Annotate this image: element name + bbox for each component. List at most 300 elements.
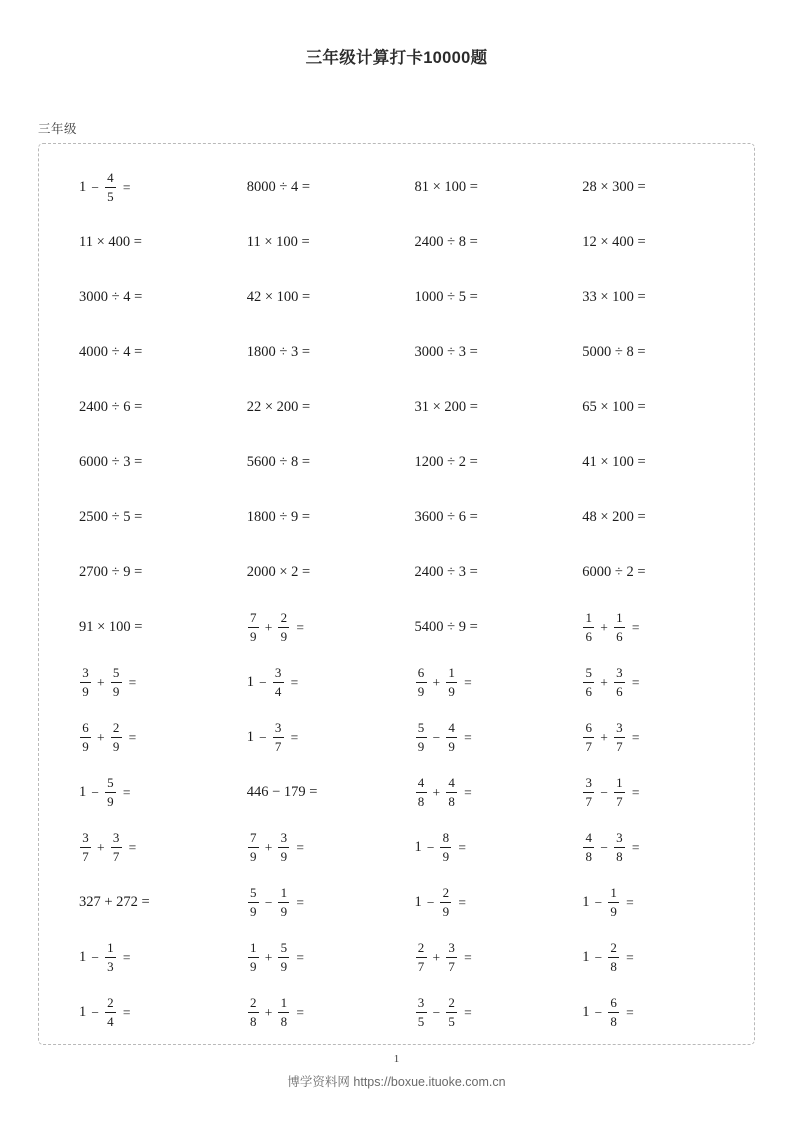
expression-text: 2000 × 2 =	[246, 564, 311, 581]
problem-cell[interactable]	[564, 160, 732, 215]
problem-row	[61, 875, 732, 930]
fraction	[105, 171, 116, 203]
fraction	[80, 721, 91, 753]
equals-sign: =	[464, 674, 472, 690]
fraction	[278, 611, 289, 643]
expression-text: 28 × 300 =	[582, 179, 646, 196]
operator-symbol: −	[259, 674, 267, 690]
fraction-denominator: 6	[585, 628, 592, 644]
problem-cell[interactable]	[61, 930, 229, 985]
problem-cell[interactable]	[397, 545, 565, 600]
fraction-denominator: 9	[442, 848, 450, 864]
problem-expression	[247, 235, 310, 250]
operand-integer: 1	[582, 949, 590, 966]
fraction-bar	[583, 737, 594, 738]
problem-expression	[582, 721, 639, 753]
fraction-denominator: 8	[250, 1013, 257, 1029]
problem-cell[interactable]	[61, 875, 229, 930]
problem-cell[interactable]	[564, 545, 732, 600]
problem-cell[interactable]	[397, 435, 565, 490]
problem-cell[interactable]	[397, 600, 565, 655]
fraction-bar	[80, 847, 91, 848]
fraction-bar	[278, 627, 289, 628]
problem-cell[interactable]	[564, 710, 732, 765]
expression-text: 1000 ÷ 5 =	[414, 289, 478, 306]
expression-text: 5000 ÷ 8 =	[582, 344, 646, 361]
fraction-denominator: 7	[82, 848, 89, 864]
fraction-bar	[608, 902, 619, 903]
fraction	[440, 886, 451, 918]
problem-expression	[415, 721, 472, 753]
fraction-numerator: 5	[280, 940, 288, 956]
problem-expression	[79, 400, 142, 415]
fraction	[583, 776, 594, 808]
problem-cell[interactable]	[564, 215, 732, 270]
fraction-denominator: 9	[448, 683, 455, 699]
fraction-numerator: 1	[616, 610, 623, 626]
fraction-bar	[105, 187, 116, 188]
problem-expression	[415, 996, 472, 1028]
equals-sign: =	[296, 894, 304, 910]
fraction	[248, 941, 259, 973]
operand-integer: 1	[414, 894, 422, 911]
problem-cell[interactable]	[61, 160, 229, 215]
problem-row	[61, 325, 732, 380]
fraction-numerator: 5	[417, 720, 425, 736]
fraction-numerator: 6	[585, 720, 592, 736]
operator-symbol: +	[97, 839, 105, 855]
fraction-bar	[446, 792, 457, 793]
fraction-bar	[416, 1012, 427, 1013]
expression-text: 81 × 100 =	[414, 179, 478, 196]
problem-row	[61, 380, 732, 435]
fraction-bar	[111, 847, 122, 848]
fraction	[278, 831, 289, 863]
fraction-numerator: 3	[616, 665, 623, 681]
expression-text: 2400 ÷ 6 =	[79, 399, 143, 416]
fraction-bar	[416, 737, 427, 738]
fraction-bar	[446, 957, 457, 958]
problem-expression	[582, 886, 634, 918]
fraction-numerator: 1	[107, 940, 114, 956]
fraction-denominator: 9	[107, 793, 114, 809]
problem-cell[interactable]	[397, 325, 565, 380]
operator-symbol: +	[600, 674, 608, 690]
fraction-bar	[278, 847, 289, 848]
problem-cell[interactable]	[61, 490, 229, 545]
problem-cell[interactable]	[397, 985, 565, 1040]
problem-cell[interactable]	[397, 490, 565, 545]
equals-sign: =	[128, 674, 137, 690]
problem-cell[interactable]	[61, 600, 229, 655]
fraction-denominator: 9	[82, 738, 89, 754]
equals-sign: =	[631, 674, 640, 690]
problem-row	[61, 710, 732, 765]
fraction-denominator: 9	[250, 903, 257, 919]
fraction-denominator: 3	[107, 958, 114, 974]
problem-cell[interactable]	[397, 820, 565, 875]
fraction-numerator: 6	[417, 665, 425, 681]
fraction-denominator: 9	[448, 738, 455, 754]
problem-expression	[247, 996, 304, 1028]
problem-cell[interactable]	[397, 710, 565, 765]
problem-expression	[247, 886, 304, 918]
problem-cell[interactable]	[564, 875, 732, 930]
operand-integer: 1	[79, 949, 87, 966]
fraction-bar	[248, 902, 259, 903]
problem-cell[interactable]	[61, 655, 229, 710]
fraction	[614, 721, 625, 753]
fraction	[614, 831, 625, 863]
equals-sign: =	[458, 839, 466, 855]
fraction-numerator: 2	[417, 940, 425, 956]
fraction-denominator: 9	[417, 738, 425, 754]
fraction-denominator: 8	[417, 793, 425, 809]
equals-sign: =	[122, 179, 131, 195]
problem-cell[interactable]	[229, 875, 397, 930]
operator-symbol: +	[600, 729, 608, 745]
expression-text: 5400 ÷ 9 =	[414, 619, 478, 636]
expression-text: 6000 ÷ 2 =	[582, 564, 646, 581]
problem-cell[interactable]	[229, 710, 397, 765]
operand-integer: 1	[246, 729, 254, 746]
problem-expression	[79, 235, 142, 250]
expression-text: 91 × 100 =	[79, 619, 143, 636]
problem-cell[interactable]	[397, 765, 565, 820]
footer-credit: 博学资料网 https://boxue.ituoke.com.cn	[287, 1075, 506, 1089]
fraction-numerator: 1	[585, 610, 592, 626]
fraction-numerator: 6	[610, 995, 617, 1011]
problem-expression	[582, 941, 634, 973]
fraction-denominator: 9	[250, 848, 257, 864]
equals-sign: =	[128, 729, 137, 745]
fraction-denominator: 9	[280, 848, 288, 864]
operand-integer: 1	[79, 1004, 87, 1021]
fraction-numerator: 3	[448, 940, 455, 956]
fraction-bar	[416, 682, 427, 683]
equals-sign: =	[631, 839, 640, 855]
problem-expression	[79, 895, 150, 910]
expression-text: 1200 ÷ 2 =	[414, 454, 478, 471]
fraction-bar	[440, 847, 451, 848]
fraction-numerator: 4	[448, 720, 455, 736]
expression-text: 2700 ÷ 9 =	[79, 564, 143, 581]
operand-integer: 1	[414, 839, 422, 856]
fraction-bar	[416, 792, 427, 793]
problem-cell[interactable]	[564, 655, 732, 710]
fraction	[416, 721, 427, 753]
fraction-bar	[80, 737, 91, 738]
problem-cell[interactable]	[229, 270, 397, 325]
equals-sign: =	[290, 674, 299, 690]
expression-text: 3000 ÷ 3 =	[414, 344, 478, 361]
problem-cell[interactable]	[229, 325, 397, 380]
problem-expression	[582, 666, 639, 698]
fraction	[583, 611, 594, 643]
problem-expression	[247, 831, 304, 863]
fraction	[248, 831, 259, 863]
fraction-denominator: 8	[280, 1013, 288, 1029]
problem-expression	[79, 831, 136, 863]
operator-symbol: −	[91, 784, 99, 800]
problem-cell[interactable]	[397, 380, 565, 435]
problem-cell[interactable]	[229, 820, 397, 875]
problem-cell[interactable]	[61, 325, 229, 380]
problem-cell[interactable]	[397, 875, 565, 930]
equals-sign: =	[296, 839, 304, 855]
fraction-bar	[614, 627, 625, 628]
fraction-bar	[248, 847, 259, 848]
fraction-numerator: 1	[616, 775, 623, 791]
operand-integer: 1	[246, 674, 254, 691]
equals-sign: =	[464, 729, 472, 745]
fraction-bar	[614, 847, 625, 848]
problem-cell[interactable]	[564, 820, 732, 875]
problem-cell[interactable]	[61, 820, 229, 875]
problem-expression	[247, 721, 299, 753]
fraction-bar	[446, 682, 457, 683]
operand-integer: 1	[582, 894, 590, 911]
problem-cell[interactable]	[61, 985, 229, 1040]
problem-expression	[79, 941, 131, 973]
problem-cell[interactable]	[564, 270, 732, 325]
fraction-bar	[583, 792, 594, 793]
problem-cell[interactable]	[61, 215, 229, 270]
equals-sign: =	[122, 1004, 131, 1020]
problem-cell[interactable]	[397, 270, 565, 325]
problem-cell[interactable]	[229, 435, 397, 490]
operator-symbol: −	[91, 1004, 99, 1020]
fraction-denominator: 7	[112, 848, 120, 864]
problem-expression	[582, 180, 645, 195]
problem-cell[interactable]	[564, 600, 732, 655]
problem-cell[interactable]	[61, 435, 229, 490]
problem-cell[interactable]	[229, 160, 397, 215]
problem-expression	[582, 565, 645, 580]
problem-cell[interactable]	[229, 380, 397, 435]
operator-symbol: +	[264, 619, 273, 635]
problem-expression	[79, 996, 131, 1028]
problem-cell[interactable]	[564, 325, 732, 380]
problem-cell[interactable]	[61, 270, 229, 325]
equals-sign: =	[626, 949, 634, 965]
problem-row	[61, 985, 732, 1040]
operator-symbol: −	[91, 949, 99, 965]
fraction	[614, 611, 625, 643]
problem-row	[61, 930, 732, 985]
problem-cell[interactable]	[397, 215, 565, 270]
problem-expression	[415, 510, 478, 525]
fraction-numerator: 3	[616, 830, 623, 846]
fraction-denominator: 9	[250, 628, 257, 644]
expression-text: 11 × 100 =	[246, 234, 310, 251]
problem-expression	[79, 455, 142, 470]
equals-sign: =	[464, 1004, 472, 1020]
problem-expression	[247, 455, 310, 470]
fraction-numerator: 3	[417, 995, 425, 1011]
expression-text: 1800 ÷ 9 =	[246, 509, 311, 526]
fraction-numerator: 2	[448, 995, 455, 1011]
fraction-numerator: 8	[442, 830, 450, 846]
fraction	[440, 831, 451, 863]
expression-text: 2400 ÷ 3 =	[414, 564, 478, 581]
expression-text: 3600 ÷ 6 =	[414, 509, 478, 526]
fraction-bar	[583, 847, 594, 848]
problem-expression	[247, 611, 304, 643]
fraction-numerator: 5	[112, 665, 120, 681]
fraction-numerator: 1	[280, 885, 288, 901]
fraction	[278, 886, 289, 918]
problem-expression	[582, 345, 645, 360]
fraction-bar	[105, 792, 116, 793]
expression-text: 2500 ÷ 5 =	[79, 509, 143, 526]
problem-cell[interactable]	[564, 490, 732, 545]
fraction-denominator: 4	[107, 1013, 114, 1029]
fraction	[446, 666, 457, 698]
fraction-denominator: 5	[107, 188, 114, 204]
problem-expression	[582, 996, 634, 1028]
operator-symbol: +	[264, 949, 273, 965]
equals-sign: =	[128, 839, 137, 855]
fraction-bar	[111, 737, 122, 738]
fraction	[105, 996, 116, 1028]
fraction	[248, 886, 259, 918]
problem-cell[interactable]	[564, 435, 732, 490]
operator-symbol: −	[600, 784, 608, 800]
problem-cell[interactable]	[229, 600, 397, 655]
operator-symbol: +	[264, 839, 273, 855]
fraction-numerator: 3	[274, 665, 282, 681]
fraction	[273, 721, 284, 753]
problem-cell[interactable]	[61, 380, 229, 435]
fraction-numerator: 2	[250, 995, 257, 1011]
problem-cell[interactable]	[61, 765, 229, 820]
fraction-denominator: 8	[585, 848, 592, 864]
expression-text: 1800 ÷ 3 =	[246, 344, 311, 361]
fraction-numerator: 5	[585, 665, 592, 681]
fraction	[614, 666, 625, 698]
fraction	[248, 611, 259, 643]
expression-text: 48 × 200 =	[582, 509, 646, 526]
problem-expression	[582, 290, 645, 305]
problem-cell[interactable]	[229, 985, 397, 1040]
problem-row	[61, 655, 732, 710]
fraction-denominator: 7	[448, 958, 455, 974]
fraction-numerator: 3	[82, 830, 89, 846]
fraction-denominator: 9	[112, 738, 120, 754]
equals-sign: =	[122, 949, 131, 965]
problem-expression	[79, 565, 142, 580]
fraction-numerator: 6	[82, 720, 89, 736]
expression-text: 12 × 400 =	[582, 234, 646, 251]
problem-cell[interactable]	[397, 930, 565, 985]
fraction-numerator: 4	[417, 775, 425, 791]
problem-row	[61, 545, 732, 600]
operand-integer: 1	[79, 784, 87, 801]
fraction-denominator: 8	[616, 848, 623, 864]
problem-expression	[582, 831, 639, 863]
fraction-bar	[248, 627, 259, 628]
problem-cell[interactable]	[229, 930, 397, 985]
problem-row	[61, 490, 732, 545]
problem-cell[interactable]	[229, 765, 397, 820]
fraction	[608, 886, 619, 918]
problem-cell[interactable]	[397, 655, 565, 710]
operator-symbol: +	[432, 949, 441, 965]
fraction-bar	[614, 792, 625, 793]
problem-expression	[247, 510, 310, 525]
fraction-denominator: 9	[417, 683, 425, 699]
fraction-numerator: 2	[112, 720, 120, 736]
problem-expression	[247, 180, 310, 195]
fraction-numerator: 2	[280, 610, 288, 626]
fraction-numerator: 3	[274, 720, 282, 736]
operator-symbol: −	[600, 839, 608, 855]
page-title: 三年级计算打卡10000题	[305, 49, 488, 67]
problem-cell[interactable]	[229, 215, 397, 270]
problem-cell[interactable]	[564, 765, 732, 820]
fraction-numerator: 2	[610, 940, 617, 956]
fraction-numerator: 4	[448, 775, 455, 791]
fraction-bar	[614, 737, 625, 738]
fraction-denominator: 5	[417, 1013, 425, 1029]
problem-cell[interactable]	[61, 545, 229, 600]
fraction	[416, 941, 427, 973]
fraction	[446, 996, 457, 1028]
problem-expression	[415, 776, 472, 808]
problem-cell[interactable]	[229, 545, 397, 600]
fraction	[273, 666, 284, 698]
problem-expression	[582, 510, 645, 525]
fraction-numerator: 2	[442, 885, 450, 901]
problem-expression	[79, 290, 142, 305]
problem-expression	[415, 180, 478, 195]
problem-expression	[79, 666, 136, 698]
fraction	[278, 996, 289, 1028]
fraction-denominator: 7	[274, 738, 282, 754]
problem-cell[interactable]	[564, 985, 732, 1040]
problem-cell[interactable]	[229, 655, 397, 710]
fraction	[583, 831, 594, 863]
problem-expression	[247, 345, 310, 360]
fraction-bar	[416, 957, 427, 958]
fraction-denominator: 7	[417, 958, 425, 974]
fraction-numerator: 1	[448, 665, 455, 681]
fraction-denominator: 8	[448, 793, 455, 809]
problem-cell[interactable]	[229, 490, 397, 545]
problem-expression	[247, 666, 299, 698]
problem-cell[interactable]	[564, 380, 732, 435]
problem-cell[interactable]	[61, 710, 229, 765]
fraction-bar	[105, 957, 116, 958]
operator-symbol: +	[97, 729, 105, 745]
expression-text: 11 × 400 =	[79, 234, 142, 251]
fraction-denominator: 8	[610, 1013, 617, 1029]
fraction-bar	[248, 1012, 259, 1013]
problem-cell[interactable]	[564, 930, 732, 985]
expression-text: 327 + 272 =	[79, 894, 150, 911]
fraction	[446, 776, 457, 808]
problem-cell[interactable]	[397, 160, 565, 215]
fraction-denominator: 7	[616, 738, 623, 754]
fraction-denominator: 9	[280, 958, 288, 974]
expression-text: 4000 ÷ 4 =	[79, 344, 143, 361]
problem-expression	[415, 941, 472, 973]
fraction	[583, 666, 594, 698]
operator-symbol: −	[594, 949, 603, 965]
operator-symbol: +	[432, 674, 441, 690]
equals-sign: =	[631, 729, 640, 745]
